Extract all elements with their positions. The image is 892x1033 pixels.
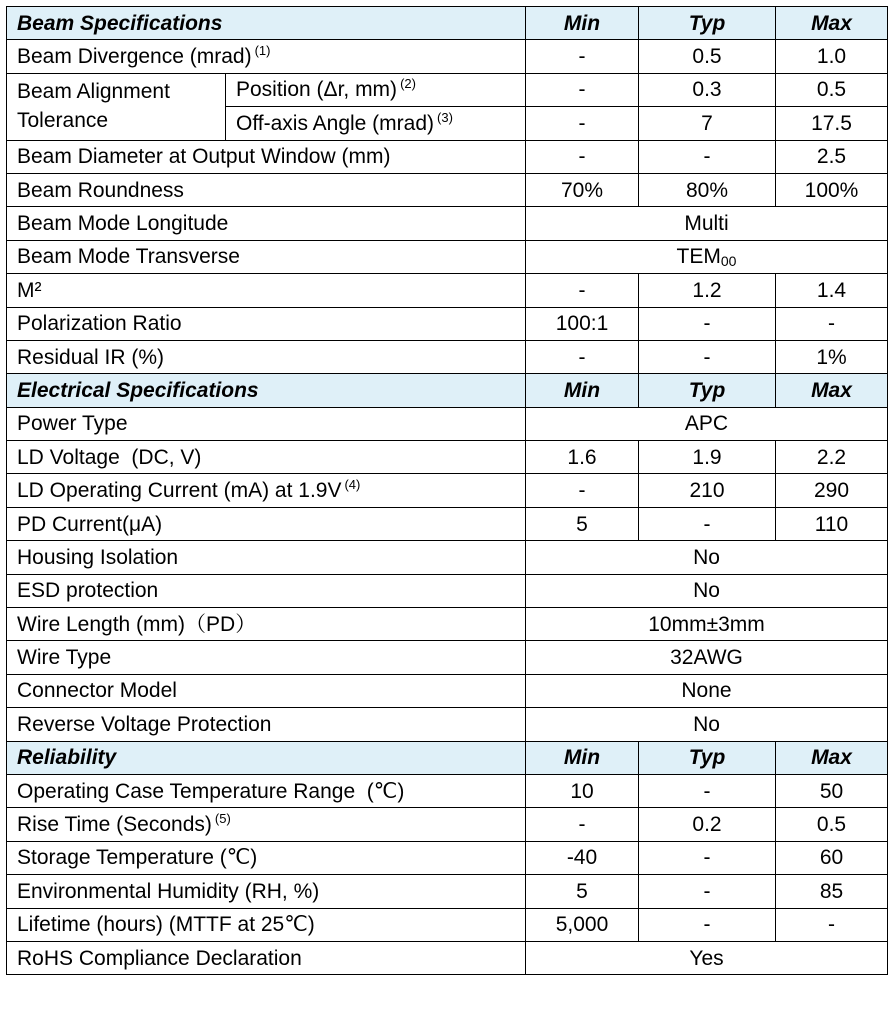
header-min: Min: [526, 741, 639, 774]
header-max: Max: [776, 7, 888, 40]
cell-typ: -: [639, 507, 776, 540]
section-header-electrical: [7, 374, 888, 407]
cell-span-value: No: [526, 574, 888, 607]
cell-min: 10: [526, 774, 639, 807]
table-row: [7, 941, 888, 974]
cell-typ: -: [639, 774, 776, 807]
cell-span-value: APC: [526, 407, 888, 440]
cell-min: -40: [526, 841, 639, 874]
table-row: [7, 608, 888, 641]
cell-max: 290: [776, 474, 888, 507]
cell-min: 70%: [526, 173, 639, 206]
cell-max: 2.2: [776, 441, 888, 474]
header-max: Max: [776, 741, 888, 774]
cell-typ: 1.2: [639, 274, 776, 307]
table-row: [7, 908, 888, 941]
table-row: [7, 574, 888, 607]
cell-max: 17.5: [776, 107, 888, 140]
table-row: [7, 340, 888, 373]
cell-typ: -: [639, 875, 776, 908]
cell-span-value: No: [526, 708, 888, 741]
footnote-ref: (1): [254, 43, 271, 59]
cell-span-value: Multi: [526, 207, 888, 240]
footnote-ref: (4): [344, 477, 361, 493]
header-typ: Typ: [639, 7, 776, 40]
cell-min: 5: [526, 507, 639, 540]
cell-max: 1.0: [776, 40, 888, 73]
cell-span-value: 32AWG: [526, 641, 888, 674]
table-row: [7, 474, 888, 507]
cell-typ: 1.9: [639, 441, 776, 474]
row-label: Position (Δr, mm) $^{(2)}$: [226, 73, 526, 106]
cell-min: -: [526, 107, 639, 140]
specifications-table: [6, 6, 888, 975]
header-typ: Typ: [639, 741, 776, 774]
header-min: Min: [526, 374, 639, 407]
cell-typ: 80%: [639, 173, 776, 206]
row-label: Operating Case Temperature Range (℃): [7, 774, 526, 807]
cell-max: 85: [776, 875, 888, 908]
section-header-reliability: [7, 741, 888, 774]
cell-typ: 0.2: [639, 808, 776, 841]
cell-min: -: [526, 73, 639, 106]
footnote-ref: (5): [214, 811, 231, 827]
row-label: Wire Length (mm)（PD）: [7, 608, 526, 641]
cell-min: -: [526, 474, 639, 507]
row-label: Connector Model: [7, 674, 526, 707]
table-row: [7, 708, 888, 741]
cell-typ: 0.3: [639, 73, 776, 106]
section-title: Electrical Specifications: [7, 374, 526, 407]
row-label: Polarization Ratio: [7, 307, 526, 340]
row-group-label: Beam Alignment Tolerance: [7, 73, 226, 140]
cell-max: -: [776, 908, 888, 941]
cell-min: 1.6: [526, 441, 639, 474]
row-label: Housing Isolation: [7, 541, 526, 574]
cell-max: 100%: [776, 173, 888, 206]
row-label: Rise Time (Seconds) $^{(5)}$: [7, 808, 526, 841]
cell-typ: -: [639, 908, 776, 941]
header-min: Min: [526, 7, 639, 40]
table-row: [7, 407, 888, 440]
row-label: Beam Mode Longitude: [7, 207, 526, 240]
cell-span-value: Yes: [526, 941, 888, 974]
table-row: [7, 774, 888, 807]
row-label: Beam Divergence (mrad) $^{(1)}$: [7, 40, 526, 73]
table-row: [7, 140, 888, 173]
row-label: Off-axis Angle (mrad) $^{(3)}$: [226, 107, 526, 140]
table-row: [7, 541, 888, 574]
row-label: ESD protection: [7, 574, 526, 607]
cell-typ: 0.5: [639, 40, 776, 73]
row-label: Wire Type: [7, 641, 526, 674]
footnote-ref: (2): [400, 76, 416, 92]
row-label: Beam Mode Transverse: [7, 240, 526, 273]
table-row: [7, 173, 888, 206]
table-row: [7, 507, 888, 540]
cell-typ: 7: [639, 107, 776, 140]
cell-max: -: [776, 307, 888, 340]
cell-min: -: [526, 40, 639, 73]
footnote-ref: (3): [437, 109, 453, 125]
cell-max: 0.5: [776, 808, 888, 841]
row-label: Power Type: [7, 407, 526, 440]
table-row: [7, 73, 888, 106]
row-label: Lifetime (hours) (MTTF at 25℃): [7, 908, 526, 941]
row-label: LD Voltage (DC, V): [7, 441, 526, 474]
cell-min: -: [526, 340, 639, 373]
cell-span-value: $TEM_{00}$: [526, 240, 888, 273]
table-row: [7, 441, 888, 474]
table-row: [7, 875, 888, 908]
cell-min: -: [526, 140, 639, 173]
cell-span-value: No: [526, 541, 888, 574]
subscript: 00: [720, 253, 737, 270]
cell-typ: -: [639, 307, 776, 340]
cell-typ: 210: [639, 474, 776, 507]
cell-span-value: None: [526, 674, 888, 707]
section-title: Beam Specifications: [7, 7, 526, 40]
cell-max: 60: [776, 841, 888, 874]
cell-max: 50: [776, 774, 888, 807]
table-row: [7, 274, 888, 307]
row-label: Reverse Voltage Protection: [7, 708, 526, 741]
table-row: [7, 808, 888, 841]
table-row: [7, 307, 888, 340]
section-header-beam: [7, 7, 888, 40]
row-label: Storage Temperature (℃): [7, 841, 526, 874]
row-label: RoHS Compliance Declaration: [7, 941, 526, 974]
cell-typ: -: [639, 140, 776, 173]
row-label: LD Operating Current (mA) at 1.9V $^{(4)}$: [7, 474, 526, 507]
row-label: Beam Diameter at Output Window (mm): [7, 140, 526, 173]
section-title: Reliability: [7, 741, 526, 774]
cell-min: 100:1: [526, 307, 639, 340]
header-max: Max: [776, 374, 888, 407]
row-label: PD Current(μA): [7, 507, 526, 540]
row-label: Beam Roundness: [7, 173, 526, 206]
table-row: [7, 841, 888, 874]
cell-min: -: [526, 808, 639, 841]
table-row: [7, 207, 888, 240]
cell-max: 0.5: [776, 73, 888, 106]
cell-min: 5: [526, 875, 639, 908]
cell-typ: -: [639, 841, 776, 874]
cell-max: 1%: [776, 340, 888, 373]
table-row: [7, 641, 888, 674]
row-label: M²: [7, 274, 526, 307]
cell-max: 2.5: [776, 140, 888, 173]
table-row: [7, 674, 888, 707]
table-row: [7, 240, 888, 273]
cell-min: 5,000: [526, 908, 639, 941]
table-row: [7, 40, 888, 73]
cell-min: -: [526, 274, 639, 307]
cell-max: 110: [776, 507, 888, 540]
cell-max: 1.4: [776, 274, 888, 307]
cell-typ: -: [639, 340, 776, 373]
header-typ: Typ: [639, 374, 776, 407]
cell-span-value: 10mm±3mm: [526, 608, 888, 641]
row-label: Environmental Humidity (RH, %): [7, 875, 526, 908]
row-label: Residual IR (%): [7, 340, 526, 373]
